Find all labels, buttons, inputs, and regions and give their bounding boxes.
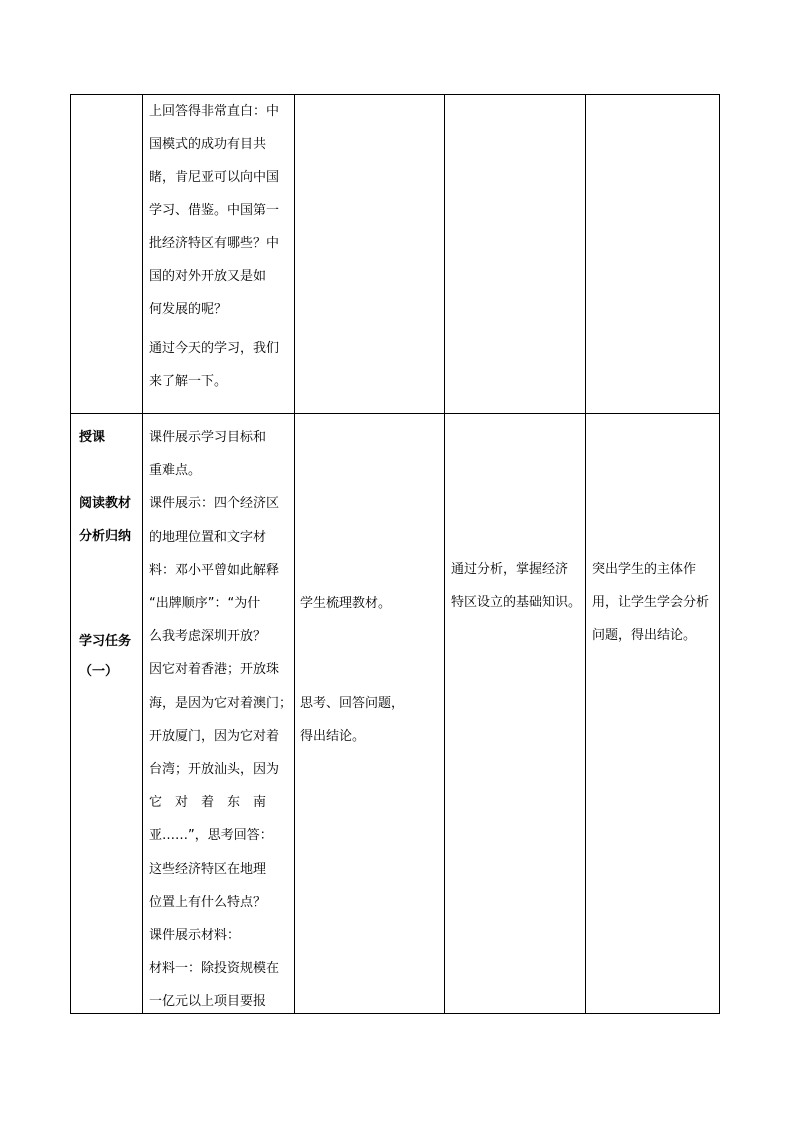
- text-line: 国模式的成功有目共: [149, 137, 267, 152]
- text-line: 国的对外开放又是如: [149, 269, 267, 284]
- row-divider: [71, 413, 719, 414]
- column-divider: [294, 95, 295, 1013]
- text-line: 的地理位置和文字材: [149, 529, 267, 545]
- row2-teacher-activity: [149, 421, 293, 1019]
- student-activity-1: 学生梳理教材。: [300, 596, 392, 611]
- text-line: 料：邓小平曾如此解释: [149, 562, 280, 578]
- stage-label-read: 阅读教材: [79, 496, 132, 511]
- text-line: 通过今天的学习，我们: [149, 341, 280, 356]
- student-activity-2b: 得出结论。: [300, 729, 366, 744]
- text-line: 何发展的呢？: [149, 302, 228, 317]
- purpose-line: 用，让学生学会分析: [592, 595, 710, 610]
- stage-label-teach: 授课: [79, 430, 106, 445]
- stage-label-task: 学习任务: [79, 634, 132, 649]
- text-line: 它 对 着 东 南: [149, 795, 267, 811]
- purpose-line: 问题，得出结论。: [592, 628, 697, 643]
- stage-label-task-number: （一）: [79, 664, 119, 679]
- text-line: 位置上有什么特点？: [149, 894, 267, 910]
- text-line: 重难点。: [149, 463, 202, 479]
- design-intent-line: 通过分析，掌握经济: [451, 562, 569, 577]
- purpose-line: 突出学生的主体作: [592, 562, 697, 577]
- text-line: 课件展示材料：: [149, 928, 241, 944]
- text-line: 来了解一下。: [149, 374, 228, 389]
- text-line: 课件展示学习目标和: [149, 430, 267, 445]
- text-line: 开放厦门，因为它对着: [149, 728, 280, 744]
- text-line: 台湾；开放汕头，因为: [149, 762, 280, 778]
- student-activity-2a: 思考、回答问题，: [300, 696, 405, 711]
- stage-label-analyze: 分析归纳: [79, 529, 132, 544]
- text-line: 上回答得非常直白：中: [149, 104, 280, 119]
- design-intent-line: 特区设立的基础知识。: [451, 595, 582, 610]
- row1-teacher-activity: [149, 95, 293, 398]
- text-line: 一亿元以上项目要报: [149, 994, 267, 1010]
- text-line: 因它对着香港；开放珠: [149, 662, 280, 678]
- text-line: 海，是因为它对着澳门；: [149, 695, 293, 711]
- text-line: 这些经济特区在地理: [149, 861, 267, 877]
- text-line: 睹，肯尼亚可以向中国: [149, 170, 280, 185]
- text-line: 材料一：除投资规模在: [149, 961, 280, 977]
- column-divider: [444, 95, 445, 1013]
- column-divider: [142, 95, 143, 1013]
- lesson-plan-table: [70, 94, 720, 1014]
- text-line: 学习、借鉴。中国第一: [149, 203, 280, 218]
- text-line: 亚……”，思考回答：: [149, 828, 273, 844]
- text-line: 批经济特区有哪些？中: [149, 236, 280, 251]
- column-divider: [585, 95, 586, 1013]
- text-line: “出牌顺序”：“为什: [149, 596, 261, 612]
- text-line: 么我考虑深圳开放？: [149, 629, 267, 645]
- text-line: 课件展示：四个经济区: [149, 496, 280, 512]
